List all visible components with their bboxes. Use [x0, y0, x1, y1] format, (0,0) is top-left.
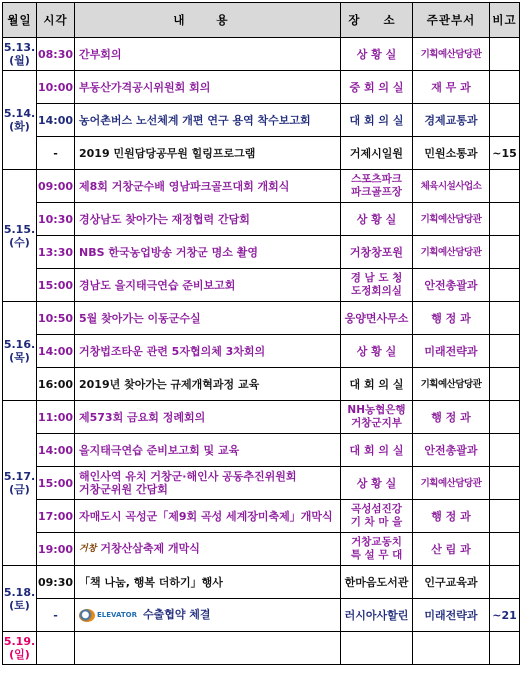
- date-cell: 5.16. (목): [3, 302, 37, 401]
- time-cell: 08:30: [37, 38, 75, 71]
- time-cell: 15:00: [37, 467, 75, 500]
- schedule-row: [3, 302, 520, 335]
- geochang-logo-icon: 거창: [79, 543, 97, 554]
- time-cell: 14:00: [37, 434, 75, 467]
- schedule-row: [3, 368, 520, 401]
- dept-cell: 인구교육과: [413, 566, 490, 599]
- schedule-row: [3, 203, 520, 236]
- header-note: 비고: [490, 3, 520, 38]
- time-cell: 14:00: [37, 335, 75, 368]
- time-cell: 15:00: [37, 269, 75, 302]
- note-cell: [490, 533, 520, 566]
- note-cell: [490, 368, 520, 401]
- schedule-row: [3, 170, 520, 203]
- dept-cell: 민원소통과: [413, 137, 490, 170]
- time-cell: 19:00: [37, 533, 75, 566]
- content-cell: [75, 104, 341, 137]
- time-cell: 09:30: [37, 566, 75, 599]
- note-cell: ~15: [490, 137, 520, 170]
- place-cell: NH농협은행 거창군지부: [341, 401, 413, 434]
- place-cell: 거제시일원: [341, 137, 413, 170]
- content-text: 거창산삼축제 개막식: [100, 542, 200, 556]
- schedule-row: [3, 632, 520, 665]
- content-text: 거창법조타운 관련 5자협의체 3차회의: [79, 344, 266, 358]
- place-cell: 대 회 의 실: [341, 368, 413, 401]
- schedule-row: [3, 467, 520, 500]
- header-content: 내 용: [75, 3, 341, 38]
- content-cell: [75, 500, 341, 533]
- note-cell: [490, 500, 520, 533]
- content-text: 2019년 찾아가는 규제개혁과정 교육: [79, 377, 260, 391]
- dept-cell: 기획예산담당관: [413, 38, 490, 71]
- dept-cell: 안전총괄과: [413, 434, 490, 467]
- dept-cell: 행 정 과: [413, 401, 490, 434]
- date-cell: 5.17. (금): [3, 401, 37, 566]
- dept-cell: 안전총괄과: [413, 269, 490, 302]
- header-row: [3, 3, 520, 38]
- note-cell: [490, 170, 520, 203]
- note-cell: [490, 335, 520, 368]
- place-cell: 거창교동치 특 설 무 대: [341, 533, 413, 566]
- date-cell: 5.15. (수): [3, 170, 37, 302]
- content-cell: [75, 533, 341, 566]
- time-cell: 13:30: [37, 236, 75, 269]
- dept-cell: 경제교통과: [413, 104, 490, 137]
- schedule-row: [3, 599, 520, 632]
- schedule-row: [3, 236, 520, 269]
- dept-cell: 체육시설사업소: [413, 170, 490, 203]
- place-cell: 한마음도서관: [341, 566, 413, 599]
- time-cell: 10:50: [37, 302, 75, 335]
- content-cell: [75, 599, 341, 632]
- note-cell: [490, 236, 520, 269]
- dept-cell: 기획예산담당관: [413, 467, 490, 500]
- content-text: 5월 찾아가는 이동군수실: [79, 311, 201, 325]
- schedule-row: [3, 500, 520, 533]
- content-cell: [75, 38, 341, 71]
- content-cell: [75, 434, 341, 467]
- schedule-row: [3, 38, 520, 71]
- schedule-table: [2, 2, 520, 665]
- dept-cell: 산 림 과: [413, 533, 490, 566]
- content-cell: [75, 302, 341, 335]
- time-cell: -: [37, 137, 75, 170]
- content-text: 간부회의: [79, 47, 122, 61]
- content-text: 「책 나눔, 행복 더하기」행사: [79, 575, 223, 589]
- content-cell: [75, 170, 341, 203]
- content-text: NBS 한국농업방송 거창군 명소 촬영: [79, 245, 258, 259]
- date-cell: 5.14. (화): [3, 71, 37, 170]
- note-cell: [490, 566, 520, 599]
- schedule-row: [3, 104, 520, 137]
- place-cell: 러시아사할린: [341, 599, 413, 632]
- time-cell: 16:00: [37, 368, 75, 401]
- content-cell: [75, 137, 341, 170]
- note-cell: [490, 434, 520, 467]
- place-cell: 상 황 실: [341, 203, 413, 236]
- content-text: 을지태극연습 준비보고회 및 교육: [79, 443, 240, 457]
- dept-cell: [413, 632, 490, 665]
- time-cell: 14:00: [37, 104, 75, 137]
- content-text: 경상남도 찾아가는 재정협력 간담회: [79, 212, 250, 226]
- content-text: 해인사역 유치 거창군·해인사 공동추진위원회 거창군위원 간담회: [79, 470, 297, 496]
- content-text: 자매도시 곡성군「제9회 곡성 세계장미축제」개막식: [79, 509, 333, 523]
- schedule-row: [3, 137, 520, 170]
- dept-cell: 미래전략과: [413, 335, 490, 368]
- content-cell: [75, 203, 341, 236]
- note-cell: [490, 302, 520, 335]
- content-text: 농어촌버스 노선체계 개편 연구 용역 착수보고회: [79, 113, 311, 127]
- note-cell: [490, 38, 520, 71]
- content-cell: [75, 236, 341, 269]
- note-cell: [490, 467, 520, 500]
- schedule-row: [3, 566, 520, 599]
- time-cell: 11:00: [37, 401, 75, 434]
- dept-cell: 행 정 과: [413, 302, 490, 335]
- schedule-body: [3, 38, 520, 665]
- time-cell: -: [37, 599, 75, 632]
- dept-cell: 기획예산담당관: [413, 203, 490, 236]
- schedule-row: [3, 434, 520, 467]
- time-cell: 10:30: [37, 203, 75, 236]
- content-cell: [75, 71, 341, 104]
- dept-cell: 미래전략과: [413, 599, 490, 632]
- dept-cell: 행 정 과: [413, 500, 490, 533]
- elevator-logo-text: ELEVATOR: [97, 610, 137, 619]
- header-dept: 주관부서: [413, 3, 490, 38]
- schedule-row: [3, 335, 520, 368]
- note-cell: [490, 632, 520, 665]
- date-cell: 5.19. (일): [3, 632, 37, 665]
- content-text: 수출협약 체결: [142, 608, 211, 622]
- header-date: 월일: [3, 3, 37, 38]
- note-cell: ~21: [490, 599, 520, 632]
- time-cell: 10:00: [37, 71, 75, 104]
- content-cell: [75, 269, 341, 302]
- place-cell: 상 황 실: [341, 467, 413, 500]
- place-cell: 상 황 실: [341, 335, 413, 368]
- schedule-row: [3, 533, 520, 566]
- schedule-row: [3, 269, 520, 302]
- content-text: 제573회 금요회 정례회의: [79, 410, 206, 424]
- place-cell: 웅양면사무소: [341, 302, 413, 335]
- place-cell: 대 회 의 실: [341, 104, 413, 137]
- time-cell: [37, 632, 75, 665]
- note-cell: [490, 401, 520, 434]
- time-cell: 09:00: [37, 170, 75, 203]
- content-cell: [75, 401, 341, 434]
- dept-cell: 재 무 과: [413, 71, 490, 104]
- note-cell: [490, 104, 520, 137]
- content-text: 부동산가격공시위원회 회의: [79, 80, 211, 94]
- content-cell: [75, 368, 341, 401]
- content-cell: [75, 335, 341, 368]
- content-text: 제8회 거창군수배 영남파크골프대회 개회식: [79, 179, 290, 193]
- time-cell: 17:00: [37, 500, 75, 533]
- place-cell: 중 회 의 실: [341, 71, 413, 104]
- place-cell: 상 황 실: [341, 38, 413, 71]
- note-cell: [490, 203, 520, 236]
- dept-cell: 기획예산담당관: [413, 368, 490, 401]
- date-cell: 5.13. (월): [3, 38, 37, 71]
- content-text: 2019 민원담당공무원 힐링프로그램: [79, 146, 256, 160]
- place-cell: [341, 632, 413, 665]
- dept-cell: 기획예산담당관: [413, 236, 490, 269]
- place-cell: 스포츠파크 파크골프장: [341, 170, 413, 203]
- content-cell: [75, 632, 341, 665]
- note-cell: [490, 71, 520, 104]
- schedule-row: [3, 401, 520, 434]
- date-cell: 5.18. (토): [3, 566, 37, 632]
- content-cell: [75, 566, 341, 599]
- content-cell: [75, 467, 341, 500]
- elevator-logo-icon: [79, 609, 95, 622]
- place-cell: 대 회 의 실: [341, 434, 413, 467]
- schedule-row: [3, 71, 520, 104]
- place-cell: 경 남 도 청 도정회의실: [341, 269, 413, 302]
- note-cell: [490, 269, 520, 302]
- content-text: 경남도 을지태극연습 준비보고회: [79, 278, 236, 292]
- header-time: 시각: [37, 3, 75, 38]
- place-cell: 거창창포원: [341, 236, 413, 269]
- place-cell: 곡성섬진강 기 차 마 을: [341, 500, 413, 533]
- header-place: 장 소: [341, 3, 413, 38]
